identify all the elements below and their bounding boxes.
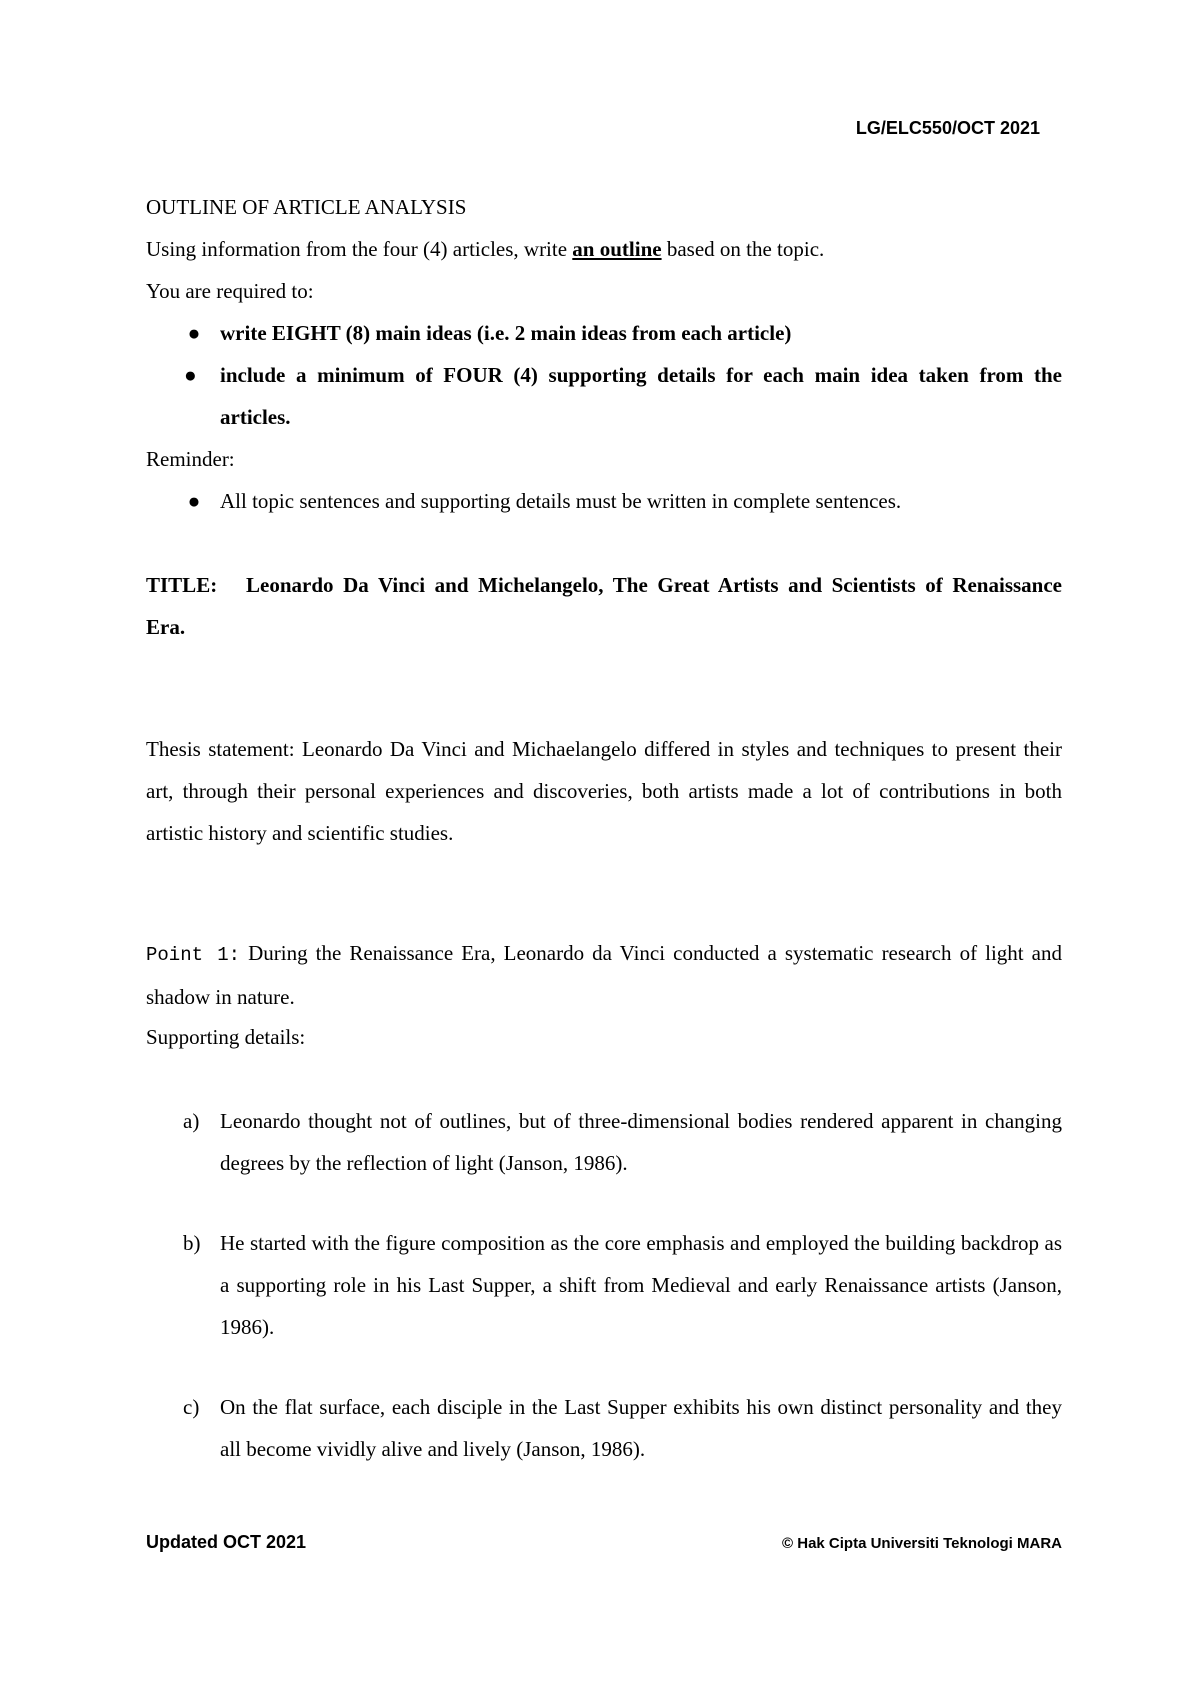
point-1 bbox=[146, 932, 1062, 1018]
instruction-text-pre: Using information from the four (4) articles, write bbox=[146, 237, 573, 261]
document-code: LG/ELC550/OCT 2021 bbox=[855, 118, 1040, 138]
thesis-statement: Thesis statement: Leonardo Da Vinci and Michaelangelo differed in styles and techniques to present their art, through their personal experiences and discoveries, both artists made a lot of contributions in both artistic history and scientific studies. bbox=[146, 737, 1062, 845]
section-heading: OUTLINE OF ARTICLE ANALYSIS bbox=[146, 195, 467, 219]
reminder-text: All topic sentences and supporting details must be written in complete sentences. bbox=[220, 489, 902, 513]
required-label: You are required to: bbox=[146, 279, 314, 303]
instruction-text-post: based on the topic. bbox=[661, 237, 825, 261]
supporting-detail bbox=[146, 1222, 1062, 1348]
supporting-detail bbox=[146, 1386, 1062, 1470]
detail-text: He started with the figure composition as the core emphasis and employed the building backdrop as a supporting role in his Last Supper, a shift from Medieval and early Renaissance artists (Janson, 1986). bbox=[220, 1231, 1062, 1339]
requirement-text: include a minimum of FOUR (4) supporting details for each main idea taken from the articles. bbox=[220, 363, 1062, 429]
supporting-detail bbox=[146, 1100, 1062, 1184]
requirement-bullet bbox=[146, 354, 1062, 438]
reminder-bullet bbox=[146, 480, 1062, 522]
instruction-line bbox=[146, 228, 824, 270]
detail-marker: b) bbox=[183, 1231, 201, 1255]
bullet-icon: ● bbox=[187, 489, 201, 513]
reminder-label: Reminder: bbox=[146, 447, 235, 471]
requirement-bullet bbox=[146, 312, 1062, 354]
supporting-details-label: Supporting details: bbox=[146, 1025, 306, 1049]
bullet-icon: ● bbox=[184, 363, 197, 387]
detail-text: On the flat surface, each disciple in the Last Supper exhibits his own distinct personality and they all become vividly alive and lively (Janson, 1986). bbox=[220, 1395, 1062, 1461]
footer-updated: Updated OCT 2021 bbox=[146, 1532, 307, 1552]
title-text: Leonardo Da Vinci and Michelangelo, The Great Artists and Scientists of Renaissance Era. bbox=[146, 573, 1062, 639]
instruction-emphasis: an outline bbox=[572, 237, 662, 261]
bullet-icon: ● bbox=[187, 321, 201, 345]
requirement-text: write EIGHT (8) main ideas (i.e. 2 main ideas from each article) bbox=[220, 321, 792, 345]
detail-marker: a) bbox=[183, 1109, 200, 1133]
essay-title bbox=[146, 564, 1062, 648]
detail-text: Leonardo thought not of outlines, but of three-dimensional bodies rendered apparent in changing degrees by the reflection of light (Janson, 1986). bbox=[220, 1109, 1062, 1175]
detail-marker: c) bbox=[183, 1395, 200, 1419]
point-label: Point 1: bbox=[146, 944, 241, 966]
title-label: TITLE: bbox=[146, 573, 218, 597]
point-text: During the Renaissance Era, Leonardo da Vinci conducted a systematic research of light and shadow in nature. bbox=[146, 941, 1062, 1009]
footer-copyright: © Hak Cipta Universiti Teknologi MARA bbox=[782, 1535, 1062, 1552]
